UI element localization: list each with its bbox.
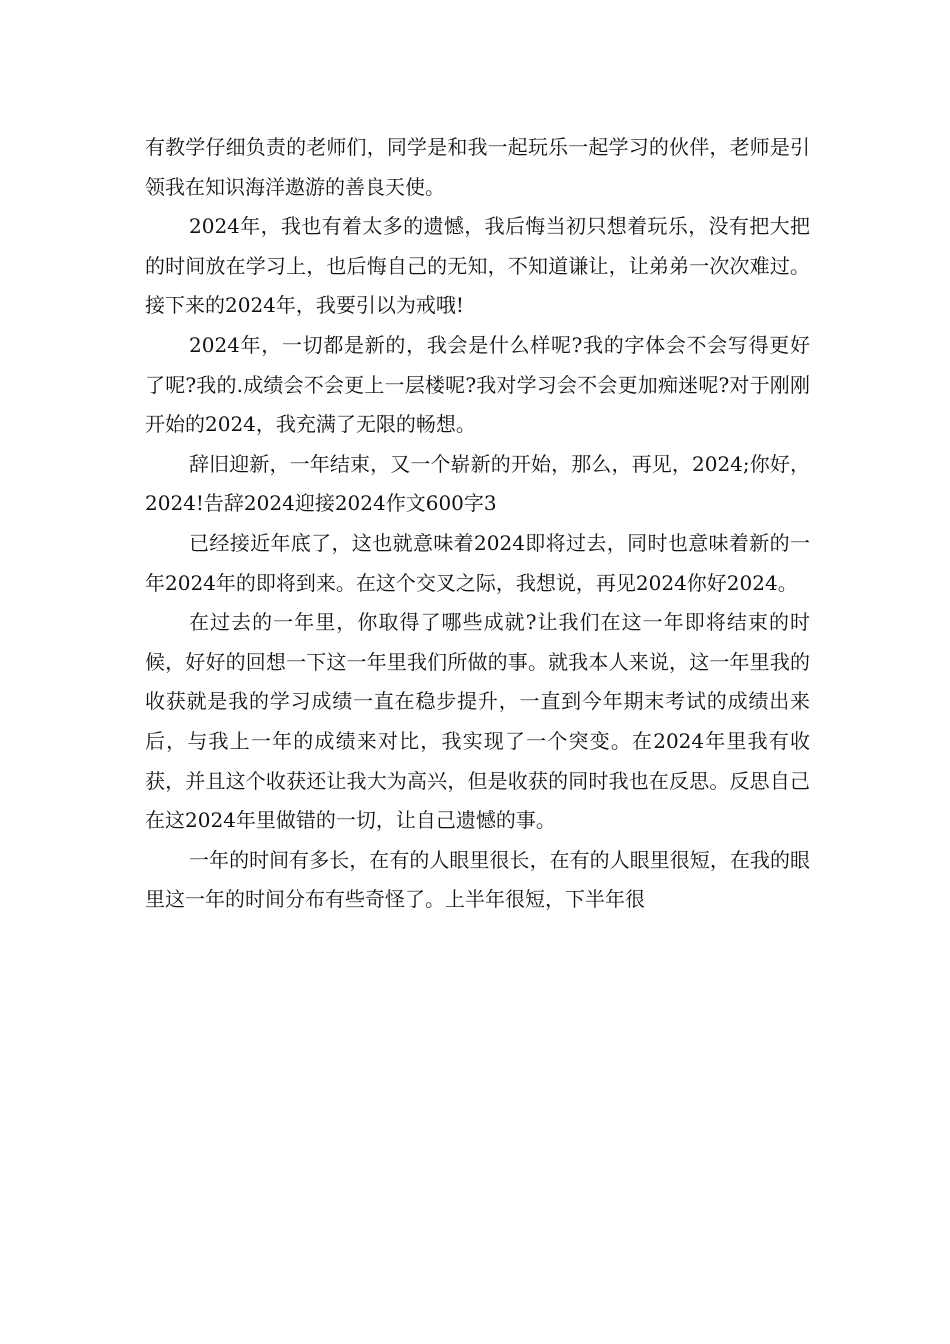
document-body bbox=[145, 128, 810, 920]
paragraph: 已经接近年底了，这也就意味着2024即将过去，同时也意味着新的一年2024年的即将到来。在这个交叉之际，我想说，再见2024你好2024。 bbox=[145, 530, 810, 595]
paragraph: 辞旧迎新，一年结束，又一个崭新的开始，那么，再见，2024;你好，2024!告辞2024迎接2024作文600字3 bbox=[145, 451, 810, 516]
paragraph: 一年的时间有多长，在有的人眼里很长，在有的人眼里很短，在我的眼里这一年的时间分布有些奇怪了。上半年很短，下半年很 bbox=[145, 847, 810, 912]
paragraph: 在过去的一年里，你取得了哪些成就?让我们在这一年即将结束的时候，好好的回想一下这一年里我们所做的事。就我本人来说，这一年里我的收获就是我的学习成绩一直在稳步提升，一直到今年期末考试的成绩出来后，与我上一年的成绩来对比，我实现了一个突变。在2024年里我有收获，并且这个收获还让我大为高兴，但是收获的同时我也在反思。反思自己在这2024年里做错的一切，让自己遗憾的事。 bbox=[145, 610, 810, 833]
paragraph: 有教学仔细负责的老师们，同学是和我一起玩乐一起学习的伙伴，老师是引领我在知识海洋遨游的善良天使。 bbox=[145, 135, 810, 199]
paragraph: 2024年，一切都是新的，我会是什么样呢?我的字体会不会写得更好了呢?我的.成绩会不会更上一层楼呢?我对学习会不会更加痴迷呢?对于刚刚开始的2024，我充满了无限的畅想。 bbox=[145, 332, 810, 437]
paragraph: 2024年，我也有着太多的遗憾，我后悔当初只想着玩乐，没有把大把的时间放在学习上，也后悔自己的无知，不知道谦让，让弟弟一次次难过。接下来的2024年，我要引以为戒哦! bbox=[145, 214, 810, 318]
